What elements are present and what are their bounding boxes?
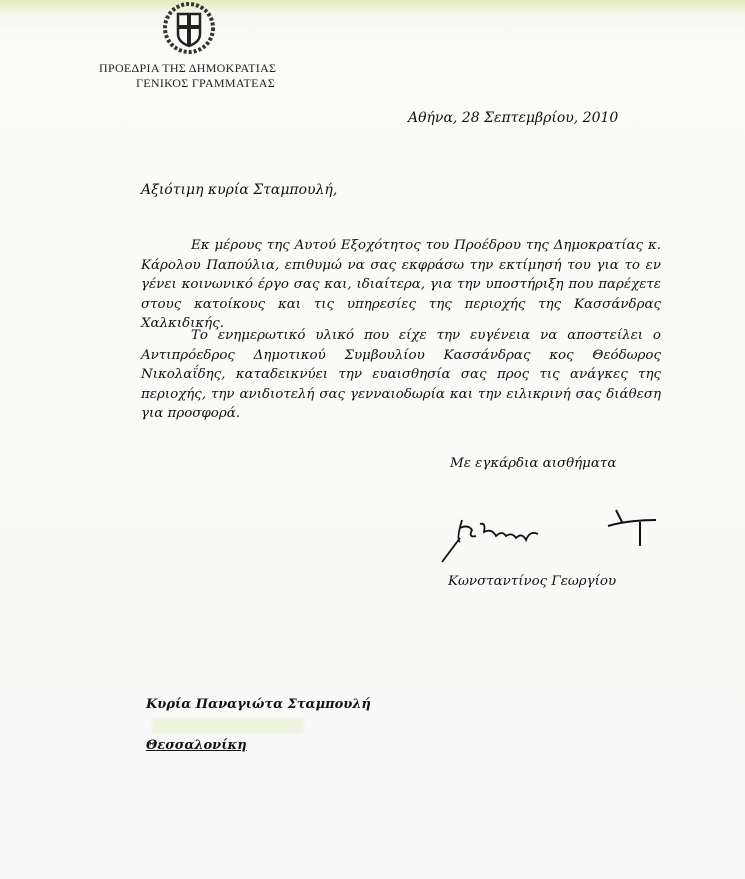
body-paragraph-1	[141, 236, 661, 334]
recipient-name: Κυρία Παναγιώτα Σταμπουλή	[146, 697, 371, 712]
signatory-name: Κωνσταντίνος Γεωργίου	[448, 574, 617, 589]
redacted-address	[152, 718, 304, 734]
letterhead-line2: ΓΕΝΙΚΟΣ ΓΡΑΜΜΑΤΕΑΣ	[136, 76, 276, 90]
coat-of-arms-emblem	[163, 2, 215, 54]
paragraph-text: Εκ μέρους της Αυτού Εξοχότητος του Προέδρου της Δημοκρατίας κ. Κάρολου Παπούλια, επιθυμώ να σας εκφράσω την εκτίμησή του για το εν γένει κοινωνικό έργο σας και, ιδιαίτερα, για την υποστήριξη που παρέχετε στους κατοίκους και τις υπηρεσίες της περιοχής της Κασσάνδρας Χαλκιδικής.	[141, 238, 661, 331]
paragraph-text: Το ενημερωτικό υλικό που είχε την ευγένεια να αποστείλει ο Αντιπρόεδρος Δημοτικού Συμβουλίου Κασσάνδρας κος Θεόδωρος Νικολαΐδης, καταδεικνύει την ευαισθησία σας προς τις ανάγκες της περιοχής, την ανιδιοτελή σας γενναιοδωρία και την ειλικρινή σας διάθεση για προσφορά.	[141, 328, 661, 421]
letter-date: Αθήνα, 28 Σεπτεμβρίου, 2010	[408, 110, 619, 126]
handwritten-signature	[440, 500, 670, 570]
body-paragraph-2	[141, 326, 661, 424]
recipient-city: Θεσσαλονίκη	[146, 738, 247, 753]
salutation: Αξιότιμη κυρία Σταμπουλή,	[141, 182, 338, 198]
letterhead-line1: ΠΡΟΕΔΡΙΑ ΤΗΣ ΔΗΜΟΚΡΑΤΙΑΣ	[99, 61, 277, 75]
closing: Με εγκάρδια αισθήματα	[450, 456, 617, 471]
